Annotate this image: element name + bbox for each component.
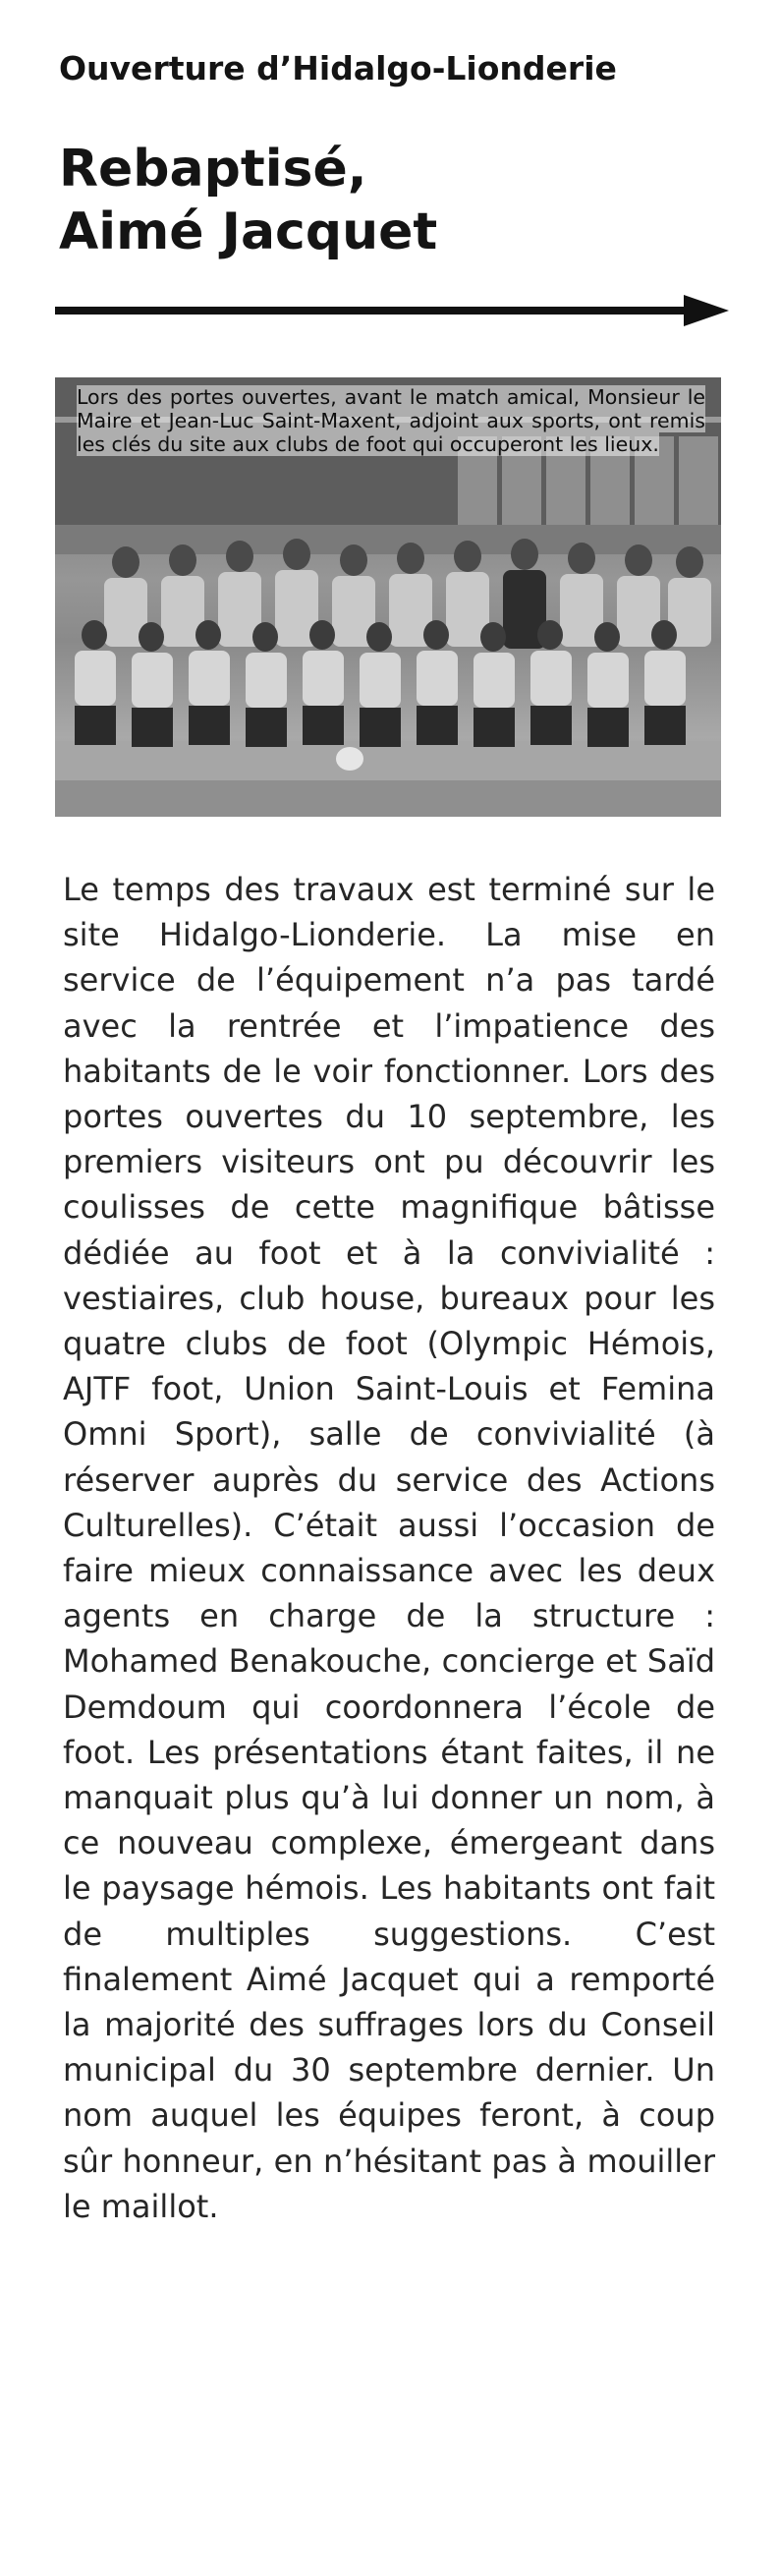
article-body: Le temps des travaux est terminé sur le site Hidalgo-Lionderie. La mise en service de l’équipement n’a pas tardé avec la rentrée et l’impatience des habitants de le voir fonctionner. Lors des portes ouvertes du 10 septembre, les premiers visiteurs ont pu découvrir les coulisses de cette magnifique bâtisse dédiée au foot et à la convivialité : vestiaires, club house, bureaux pour les quatre clubs de foot (Olympic Hémois, AJTF foot, Union Saint-Louis et Femina Omni Sport), salle de convivialité (à réserver auprès du service des Actions Culturelles). C’était aussi l’occasion de faire mieux connaissance avec les deux agents en charge de la structure : Mohamed Benakouche, concierge et Saïd Demdoum qui coordonnera l’école de foot. Les présentations étant faites, il ne manquait plus qu’à lui donner un nom, à ce nouveau complexe, émergeant dans le paysage hémois. Les habitants ont fait de multiples suggestions. C’est finalement Aimé Jacquet qui a remporté la majorité des suffrages lors du Conseil municipal du 30 septembre dernier. Un nom auquel les équipes feront, à coup sûr honneur, en n’hésitant pas à mouiller le maillot. [63,871,715,2225]
photo-caption-text: Lors des portes ouvertes, avant le match amical, Monsieur le Maire et Jean-Luc Saint-Maxent, adjoint aux sports, ont remis les clés du site aux clubs de foot qui occuperont les lieux. [77,385,705,456]
article-headline [59,138,437,263]
arrow-rule-icon [55,295,729,328]
headline-line-1: Rebaptisé, [59,140,367,199]
photo-caption [77,385,705,456]
headline-line-2: Aimé Jacquet [59,202,438,261]
article-kicker: Ouverture d’Hidalgo-Lionderie [59,49,617,87]
team-photo [55,377,721,817]
